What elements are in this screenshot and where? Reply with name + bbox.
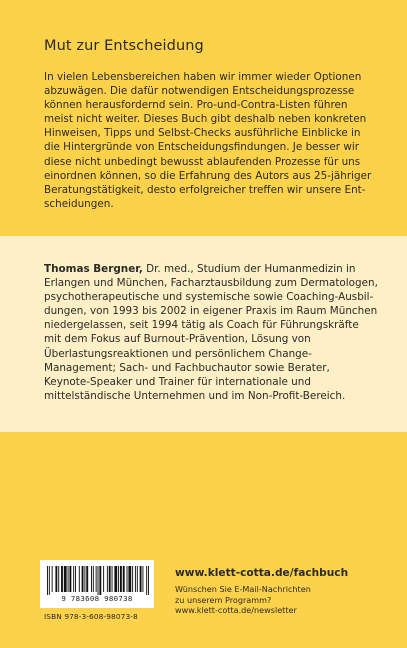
barcode-bar xyxy=(123,566,125,592)
barcode-bar xyxy=(103,566,104,592)
barcode-bar xyxy=(112,566,113,592)
barcode-bar xyxy=(86,566,88,592)
barcode-bar xyxy=(82,566,84,592)
barcode-bar xyxy=(96,566,97,592)
author-description: Dr. med., Studium der Humanmedizin in Erlangen und München, Facharztausbildung zum Dermatologen, psychotherapeutische und systemische sowie Coaching-Ausbildungen, von 1993 bis 2002 in eigener Praxis im Raum München niedergelassen, seit 1994 tätig als Coach für Führungskräfte mit dem Fokus auf Burnout-Prävention, Lösung von Überlastungsreaktionen und persönlichem Change-Management; Sach- und Fachbuchautor sowie Berater, Keynote-Speaker und Trainer für internationale und mittelständische Unternehmen und im Non-Profit-Bereich. xyxy=(44,263,378,402)
barcode-bar xyxy=(61,566,63,592)
barcode-bar xyxy=(132,566,133,592)
newsletter-line-2: zu unserem Programm? xyxy=(175,594,272,605)
barcode-bar xyxy=(73,566,74,592)
barcode-bar xyxy=(75,566,76,592)
barcode-bar xyxy=(49,566,50,595)
barcode-bar xyxy=(69,566,71,592)
barcode-bar xyxy=(55,566,57,592)
barcode-bar xyxy=(99,566,101,595)
newsletter-line-1: Wünschen Sie E-Mail-Nachrichten xyxy=(175,584,311,594)
barcode-bar xyxy=(137,566,138,592)
barcode-bar xyxy=(142,566,143,592)
barcode-bar xyxy=(148,566,149,595)
author-name: Thomas Bergner, xyxy=(44,263,143,275)
barcode-bar xyxy=(140,566,142,592)
barcode-bar xyxy=(109,566,111,592)
barcode-bar xyxy=(128,566,131,592)
barcode-bar xyxy=(93,566,94,592)
barcode-bar xyxy=(118,566,119,592)
barcode-bar xyxy=(68,566,69,592)
barcode-bar xyxy=(146,566,147,595)
barcode-bar xyxy=(120,566,122,592)
barcode-bar xyxy=(47,566,48,595)
isbn-number: ISBN 978-3-608-98073-8 xyxy=(44,612,138,621)
barcode-bar xyxy=(127,566,128,592)
newsletter-block xyxy=(175,584,311,616)
publisher-url[interactable]: www.klett-cotta.de/fachbuch xyxy=(175,567,349,579)
barcode-bar xyxy=(98,566,99,595)
barcode-digits: 9 783608 980738 xyxy=(61,594,133,603)
barcode-bar xyxy=(91,566,92,592)
barcode-bar xyxy=(84,566,85,592)
author-bio xyxy=(44,262,378,403)
newsletter-url[interactable]: www.klett-cotta.de/newsletter xyxy=(175,605,297,616)
barcode-icon xyxy=(47,566,149,595)
barcode-bar xyxy=(64,566,67,592)
book-blurb: In vielen Lebensbereichen haben wir immer wieder Optionen abzuwägen. Die dafür notwendigen Entscheidungsprozesse können herausfordernd sein. Pro-und-Contra-Listen führen meist nicht weiter. Dieses Buch gibt deshalb neben konkreten Hinweisen, Tipps und Selbst-Checks ausführliche Einblicke in die Hintergründe von Entscheidungsfindungen. Je besser wir diese nicht unbedingt bewusst ablaufenden Prozesse für uns einordnen können, so die Erfahrung des Autors aus 25-jähriger Beratungstätigkeit, desto erfolgreicher treffen wir unsere Entscheidungen. xyxy=(44,71,372,210)
barcode-bar xyxy=(79,566,80,592)
barcode-bar xyxy=(52,566,53,592)
barcode-bar xyxy=(114,566,117,592)
book-title: Mut zur Entscheidung xyxy=(44,38,204,54)
barcode-bar xyxy=(107,566,108,592)
barcode-bar xyxy=(58,566,59,592)
barcode-bar xyxy=(135,566,136,592)
